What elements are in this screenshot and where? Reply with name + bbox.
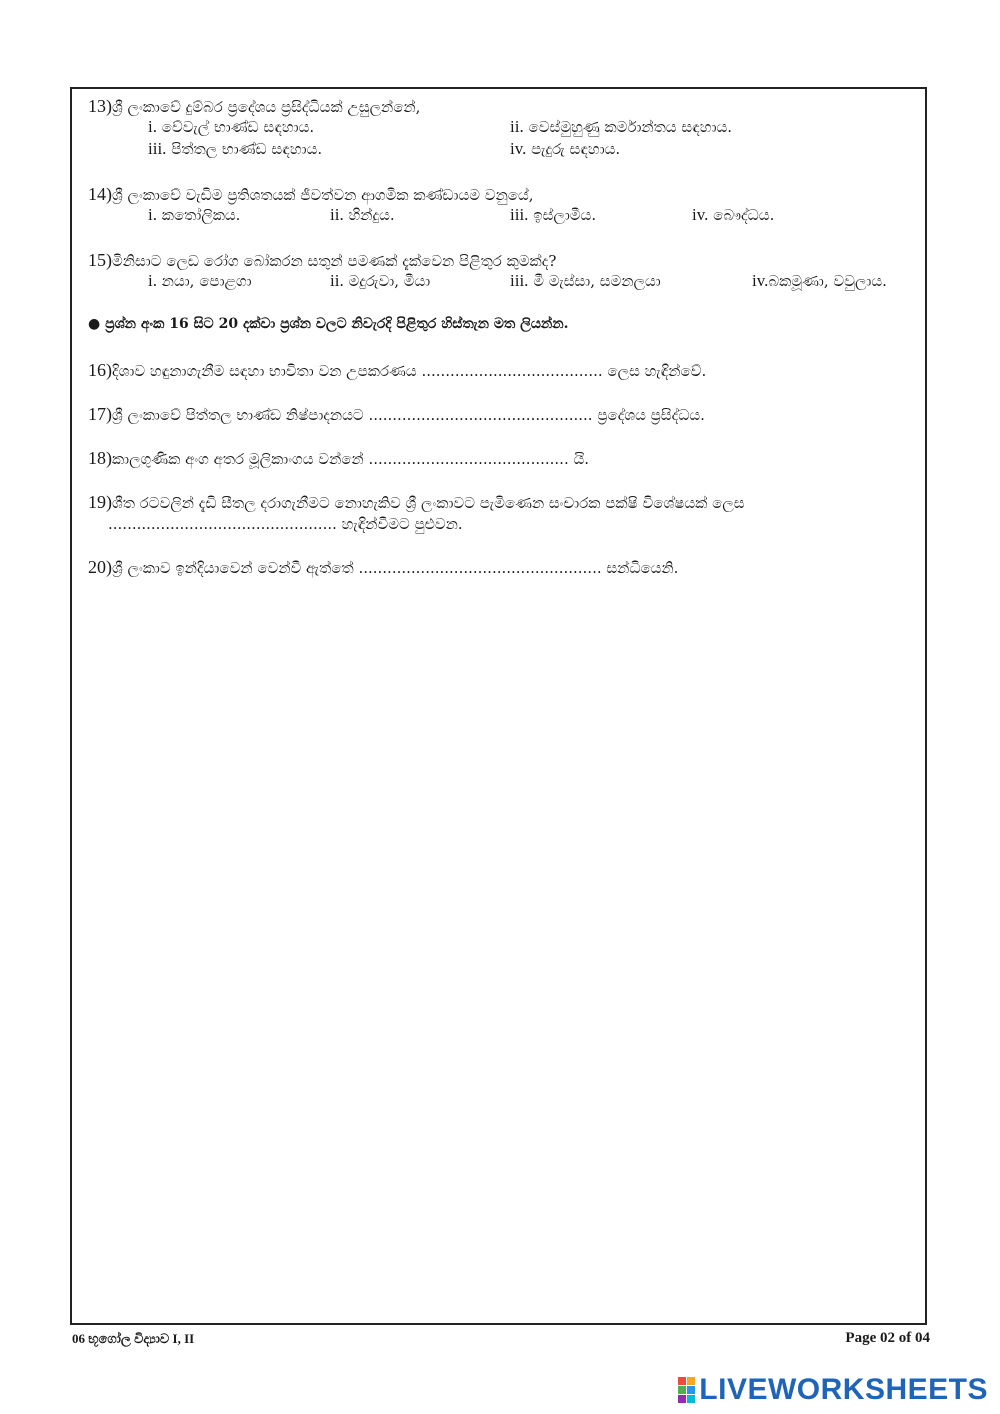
q15-option-4: iv.බකමූණා, වවුලාය. xyxy=(752,271,887,290)
question-13: 13)ශ්‍රී ලංකාවේ දුම්බර ප්‍රදේශය ප්‍රසිද්ධියක් උසුලන්නේ, xyxy=(88,96,421,116)
logo-square xyxy=(678,1395,686,1403)
brand-name: LIVEWORKSHEETS xyxy=(699,1373,988,1406)
question-13-text: ශ්‍රී ලංකාවේ දුම්බර ප්‍රදේශය ප්‍රසිද්ධියක් උසුලන්නේ, xyxy=(112,98,421,116)
footer-subject: 06 භූගෝල විද්‍යාව I, II xyxy=(72,1331,195,1346)
q13-option-4: iv. පැදුරු සඳහාය. xyxy=(510,139,621,158)
answer-blank-19[interactable]: ................................................ xyxy=(108,515,337,533)
page-number: Page 02 of 04 xyxy=(845,1330,930,1346)
answer-blank-18[interactable]: .......................................... xyxy=(368,450,569,468)
answer-blank-20[interactable]: ................................................... xyxy=(358,559,602,577)
instruction: ● ප්‍රශ්න අංක 16 සිට 20 දක්වා ප්‍රශ්න වලට නිවැරදි පිළිතුර හිස්තැන මත ලියන්න. xyxy=(88,316,569,332)
question-15-text: මිනිසාට ලෙඩ රෝග බෝකරන සතුන් පමණක් දැක්වෙන පිළිතුර කුමක්ද? xyxy=(112,252,557,270)
question-15: 15)මිනිසාට ලෙඩ රෝග බෝකරන සතුන් පමණක් දැක්වෙන පිළිතුර කුමක්ද? xyxy=(88,250,557,270)
question-19-line2: ................................................ හැඳින්වීමට පුළුවන. xyxy=(108,515,463,533)
logo-grid-icon xyxy=(678,1377,695,1403)
logo-square xyxy=(678,1386,686,1394)
q15-option-1: i. නයා, පොළගා xyxy=(148,271,252,290)
logo-square xyxy=(687,1377,695,1385)
q14-option-3: iii. ඉස්ලාමීය. xyxy=(510,205,597,224)
bullet-icon: ● xyxy=(88,316,101,332)
q15-option-3: iii. මී මැස්සා, සමනලයා xyxy=(510,271,661,290)
question-14-text: ශ්‍රී ලංකාවේ වැඩිම ප්‍රතිශතයක් ජීවත්වන ආගමික කණ්ඩායම වනුයේ, xyxy=(112,186,534,204)
question-14: 14)ශ්‍රී ලංකාවේ වැඩිම ප්‍රතිශතයක් ජීවත්වන ආගමික කණ්ඩායම වනුයේ, xyxy=(88,184,534,204)
logo-square xyxy=(687,1395,695,1403)
question-16: 16)දිශාව හඳුනාගැනීම සඳහා භාවිතා වන උපකරණය ...................................... ලෙස හැඳින්වේ. xyxy=(88,360,707,380)
logo-square xyxy=(687,1386,695,1394)
q14-option-4: iv. බෞද්ධය. xyxy=(692,205,775,224)
q15-option-2: ii. මදුරුවා, මීයා xyxy=(330,271,431,290)
answer-blank-17[interactable]: ............................................... xyxy=(368,406,593,424)
logo-square xyxy=(678,1377,686,1385)
q13-option-3: iii. පිත්තල භාණ්ඩ සඳහාය. xyxy=(148,139,323,158)
question-20: 20)ශ්‍රී ලංකාව ඉන්දියාවෙන් වෙන්වී ඇත්තේ ................................................... සන්ධියෙනි. xyxy=(88,557,679,577)
q14-option-2: ii. හින්දුය. xyxy=(330,205,395,224)
question-19: 19)ශීත රටවලින් දැඩි සීතල දරාගැනීමට නොහැකිව ශ්‍රී ලංකාවට පැමිණෙන සංචාරක පක්ෂි විශේෂයක් ලෙස xyxy=(88,492,745,512)
q14-option-1: i. කතෝලිකය. xyxy=(148,205,241,224)
liveworksheets-logo xyxy=(678,1373,988,1407)
question-18: 18)කාලගුණික අංග අතර මූලිකාංගය වන්නේ .......................................... යි. xyxy=(88,448,590,468)
answer-blank-16[interactable]: ...................................... xyxy=(421,362,603,380)
q13-option-1: i. වේවැල් භාණ්ඩ සඳහාය. xyxy=(148,117,315,136)
question-17: 17)ශ්‍රී ලංකාවේ පිත්තල භාණ්ඩ නිෂ්පාදනයට ............................................... ප්‍රදේශය ප්‍රසිද්ධය. xyxy=(88,404,705,424)
q13-option-2: ii. වෙස්මුහුණු කර්මාන්තය සඳහාය. xyxy=(510,117,733,136)
